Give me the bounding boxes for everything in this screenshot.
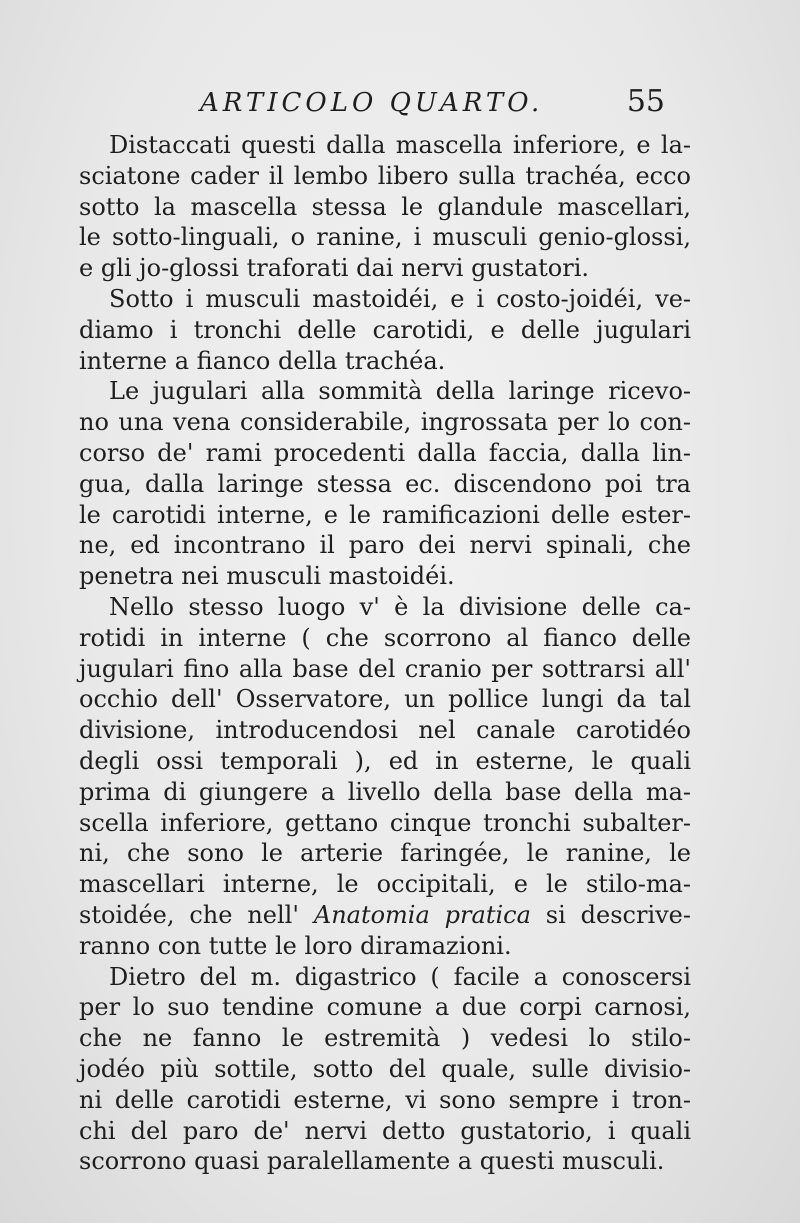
- text-line: jugulari fino alla base del cranio per sottrarsi all': [79, 654, 691, 683]
- text-line: scorrono quasi paralellamente a questi musculi.: [79, 1147, 665, 1176]
- text-line: occhio dell' Osservatore, un pollice lungi da tal: [79, 685, 691, 714]
- text-line: mascellari interne, le occipitali, e le stilo-ma-: [79, 870, 691, 899]
- text-line: scella inferiore, gettano cinque tronchi subalter-: [79, 808, 691, 837]
- page-number: 55: [626, 84, 665, 119]
- italic-book-title: Anatomia pratica: [313, 900, 531, 929]
- text-line: le carotidi interne, e le ramificazioni delle ester-: [79, 500, 691, 529]
- text-line: sotto la mascella stessa le glandule mascellari,: [79, 192, 691, 221]
- text-line: no una vena considerabile, ingrossata per lo con-: [79, 408, 691, 437]
- text-line: corso de' rami procedenti dalla faccia, dalla lin-: [79, 438, 691, 467]
- text-line: penetra nei musculi mastoidéi.: [79, 562, 455, 591]
- text-line: le sotto-linguali, o ranine, i musculi genio-glossi,: [79, 223, 691, 252]
- paragraph-1: [79, 130, 691, 284]
- text-line: Nello stesso luogo v' è la divisione delle ca-: [109, 592, 691, 621]
- text-run: stoidée, che nell': [79, 900, 299, 929]
- text-line: prima di giungere a livello della base della ma-: [79, 777, 691, 806]
- text-line: Le jugulari alla sommità della laringe ricevo-: [109, 377, 691, 406]
- text-line: interne a fianco della trachéa.: [79, 346, 446, 375]
- text-line: ne, ed incontrano il paro dei nervi spinali, che: [79, 531, 691, 560]
- text-line-with-italic: [79, 900, 691, 931]
- text-line: rotidi in interne ( che scorrono al fianco delle: [79, 623, 691, 652]
- text-line: sciatone cader il lembo libero sulla trachéa, ecco: [79, 161, 691, 190]
- text-line: chi del paro de' nervi detto gustatorio, i quali: [79, 1116, 691, 1145]
- text-line: e gli jo-glossi traforati dai nervi gustatori.: [79, 254, 590, 283]
- text-line: degli ossi temporali ), ed in esterne, le quali: [79, 746, 691, 775]
- text-line: ni, che sono le arterie faringée, le ranine, le: [79, 839, 691, 868]
- paragraph-2: [79, 284, 691, 376]
- text-line: Sotto i musculi mastoidéi, e i costo-joidéi, ve-: [109, 284, 691, 313]
- page-header: [200, 84, 665, 124]
- text-line: gua, dalla laringe stessa ec. discendono poi tra: [79, 469, 691, 498]
- text-run: si descrive-: [545, 900, 691, 929]
- text-line: che ne fanno le estremità ) vedesi lo stilo-: [79, 1024, 691, 1053]
- text-line: Dietro del m. digastrico ( facile a conoscersi: [109, 962, 691, 991]
- paragraph-4: [79, 592, 691, 962]
- text-line: Distaccati questi dalla mascella inferiore, e la-: [109, 131, 691, 159]
- text-line: per lo suo tendine comune a due corpi carnosi,: [79, 993, 691, 1022]
- text-line: jodéo più sottile, sotto del quale, sulle divisio-: [79, 1054, 691, 1083]
- body-text: [79, 130, 691, 1177]
- paragraph-3: [79, 376, 691, 592]
- text-line: ni delle carotidi esterne, vi sono sempre i tron-: [79, 1085, 691, 1114]
- text-line: ranno con tutte le loro diramazioni.: [79, 931, 512, 960]
- text-line: divisione, introducendosi nel canale carotidéo: [79, 716, 691, 745]
- running-title: ARTICOLO QUARTO.: [200, 88, 544, 118]
- text-line: diamo i tronchi delle carotidi, e delle jugulari: [79, 315, 691, 344]
- paragraph-5: [79, 962, 691, 1178]
